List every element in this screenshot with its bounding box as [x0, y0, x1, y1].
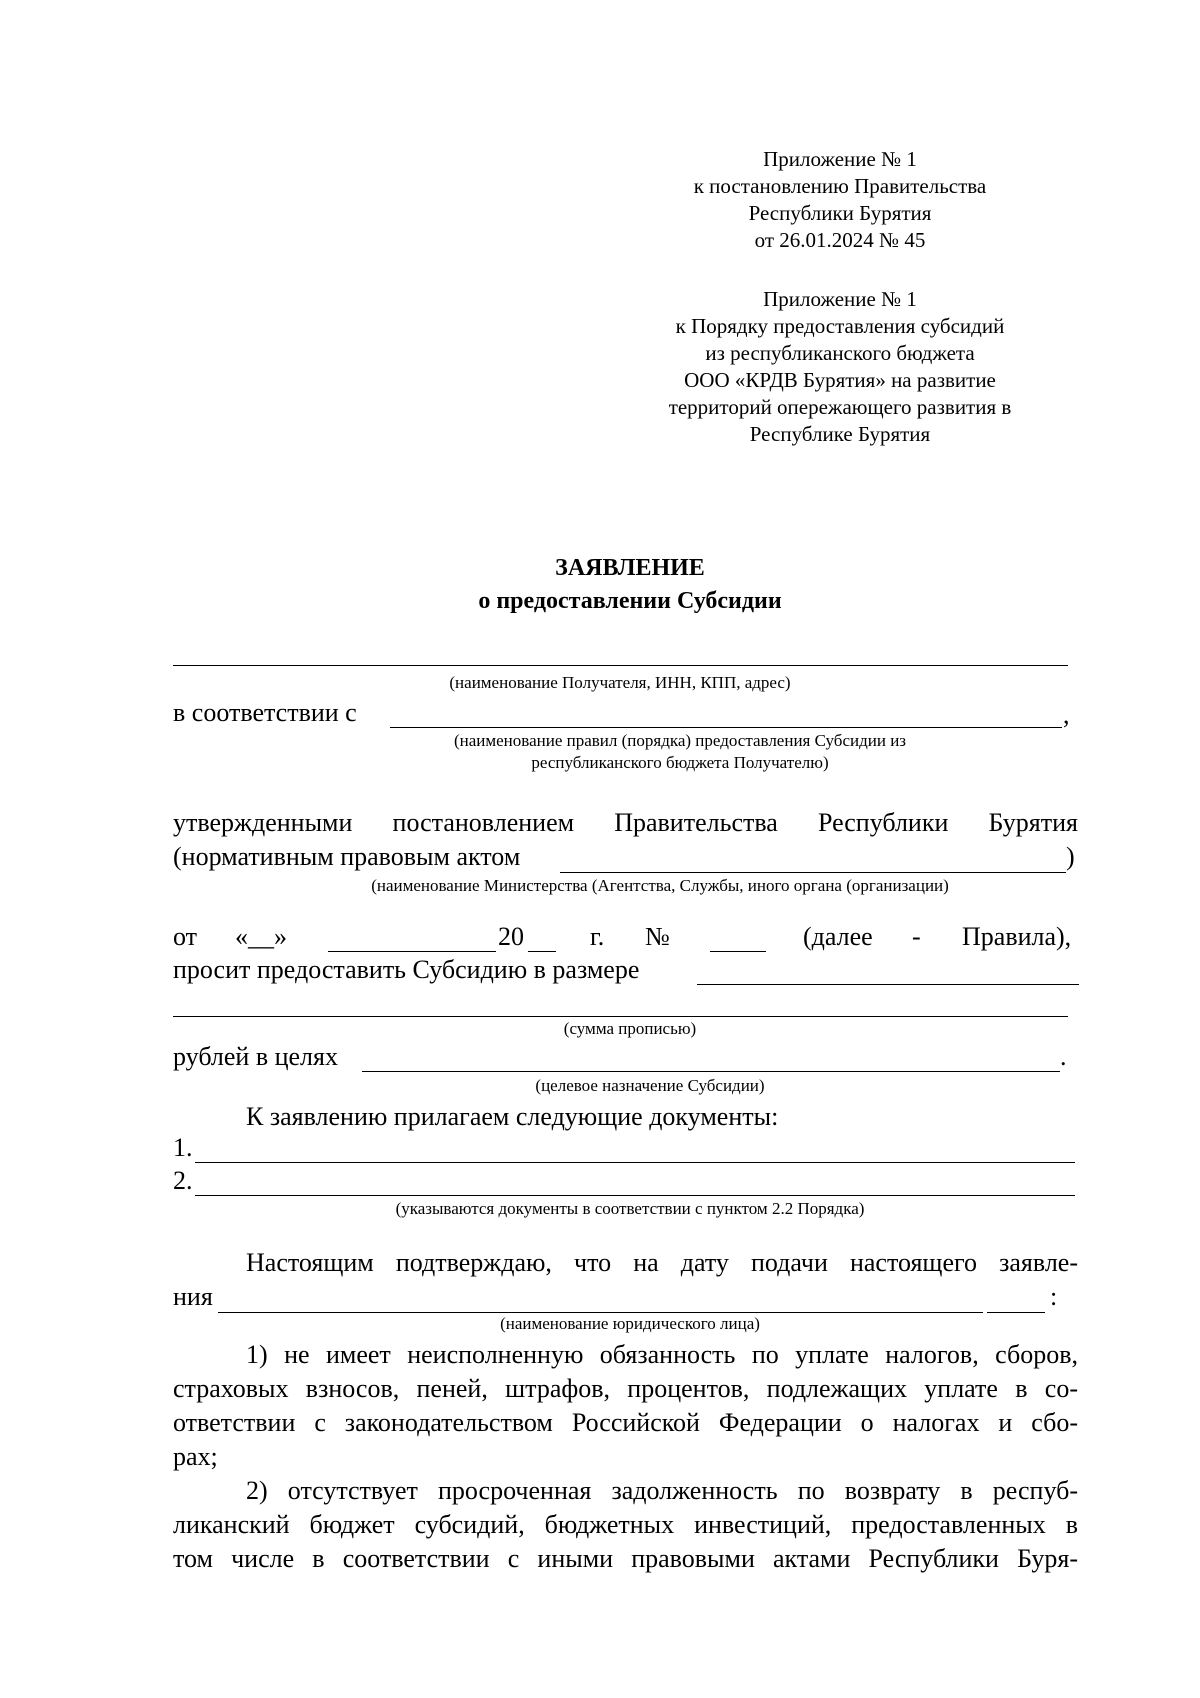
- appendix-header-2-line6: Республике Бурятия: [749, 422, 931, 446]
- rules-comma: ,: [1063, 700, 1070, 729]
- document-title-main: ЗАЯВЛЕНИЕ: [555, 555, 705, 581]
- ministry-hint: (наименование Министерства (Агентства, Службы, иного органа (организации): [371, 876, 949, 895]
- normative-act-label: (нормативным правовым актом: [173, 842, 521, 871]
- confirm-colon: :: [1050, 1282, 1058, 1311]
- appendix-header-2-line2: к Порядку предоставления субсидий: [675, 314, 1005, 338]
- appendix-header-2-line5: территорий опережающего развития в: [668, 395, 1012, 419]
- purpose-period: .: [1060, 1042, 1067, 1071]
- rules-hint-line1: (наименование правил (порядка) предоставления Субсидии из: [453, 731, 907, 750]
- date-from: от: [173, 922, 198, 951]
- attachments-title: К заявлению прилагаем следующие документы:: [246, 1102, 779, 1131]
- in-accordance-label: в соответствии с: [173, 698, 357, 727]
- doc1-field-line[interactable]: [195, 1161, 1075, 1163]
- date-number-field-line[interactable]: [710, 950, 766, 952]
- item2-line3: том числе в соответствии с иными правовыми актами Республики Буря-: [173, 1544, 1078, 1573]
- amount-field-line[interactable]: [697, 983, 1079, 985]
- confirm-intro-end: ния: [173, 1282, 213, 1311]
- appendix-header-2-line1: Приложение № 1: [763, 287, 917, 311]
- date-day[interactable]: «__»: [235, 922, 287, 951]
- appendix-header-1-line1: Приложение № 1: [763, 147, 917, 171]
- entity-field-line-2[interactable]: [987, 1311, 1045, 1313]
- doc2-field-line[interactable]: [195, 1194, 1075, 1196]
- item2-line2: ликанский бюджет субсидий, бюджетных инвестиций, предоставленных в: [173, 1510, 1078, 1539]
- recipient-field-line[interactable]: [173, 664, 1068, 666]
- purpose-label: рублей в целях: [173, 1042, 338, 1071]
- purpose-field-line[interactable]: [362, 1070, 1060, 1072]
- date-rules: Правила),: [962, 922, 1072, 951]
- appendix-header-1: [660, 146, 1020, 254]
- date-dash: -: [912, 922, 921, 951]
- sum-hint: (сумма прописью): [563, 1019, 697, 1038]
- appendix-header-1-line4: от 26.01.2024 № 45: [754, 228, 926, 252]
- date-year-field-line[interactable]: [528, 950, 556, 952]
- item1-line2: страховых взносов, пеней, штрафов, процентов, подлежащих уплате в со-: [173, 1374, 1078, 1403]
- date-g: г.: [590, 922, 605, 951]
- appendix-header-2: [640, 286, 1040, 448]
- confirm-intro: Настоящим подтверждаю, что на дату подачи настоящего заявле-: [246, 1248, 1078, 1277]
- entity-hint: (наименование юридического лица): [500, 1314, 760, 1333]
- item1-line1: 1) не имеет неисполненную обязанность по уплате налогов, сборов,: [246, 1340, 1078, 1369]
- requests-label: просит предоставить Субсидию в размере: [173, 955, 640, 984]
- document-title: [380, 552, 880, 618]
- doc1-number: 1.: [173, 1133, 193, 1162]
- docs-hint: (указываются документы в соответствии с пунктом 2.2 Порядка): [395, 1199, 865, 1218]
- item2-line1: 2) отсутствует просроченная задолженность по возврату в респуб-: [246, 1476, 1078, 1505]
- document-title-sub: о предоставлении Субсидии: [478, 588, 782, 614]
- appendix-header-1-line2: к постановлению Правительства: [693, 174, 987, 198]
- item1-line4: рах;: [173, 1442, 218, 1471]
- date-hereafter: (далее: [803, 922, 873, 951]
- normative-act-close: ): [1066, 842, 1075, 871]
- approved-line: утвержденными постановлением Правительства Республики Бурятия: [173, 808, 1078, 837]
- rules-hint-line2: республиканского бюджета Получателю): [531, 753, 829, 772]
- date-year-prefix: 20: [498, 922, 524, 951]
- date-month-field-line[interactable]: [328, 950, 496, 952]
- appendix-header-2-line4: ООО «КРДВ Бурятия» на развитие: [684, 368, 996, 392]
- appendix-header-1-line3: Республики Бурятия: [748, 201, 932, 225]
- purpose-hint: (целевое назначение Субсидии): [535, 1076, 765, 1095]
- item1-line3: ответствии с законодательством Российской Федерации о налогах и сбо-: [173, 1408, 1078, 1437]
- rules-hint: [380, 730, 980, 774]
- recipient-hint: (наименование Получателя, ИНН, КПП, адрес): [449, 673, 791, 692]
- appendix-header-2-line3: из республиканского бюджета: [705, 341, 975, 365]
- amount-words-field-line[interactable]: [173, 1015, 1068, 1017]
- rules-field-line[interactable]: [390, 726, 1062, 728]
- doc2-number: 2.: [173, 1166, 193, 1195]
- date-number-sign: №: [645, 922, 670, 951]
- normative-act-field-line[interactable]: [560, 871, 1066, 873]
